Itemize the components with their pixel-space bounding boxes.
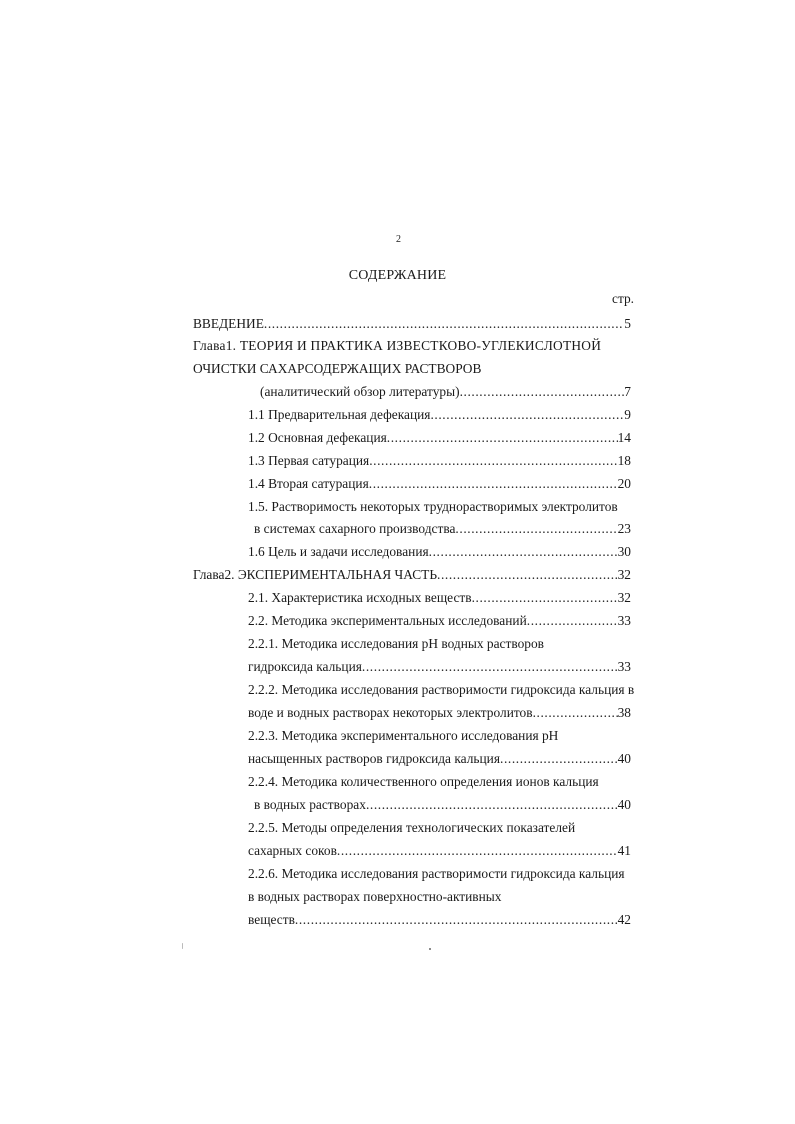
toc-entry-page: 40: [617, 797, 631, 812]
toc-entry-2-2-5-line1: 2.2.5. Методы определения технологических показателей: [248, 820, 576, 835]
toc-entry-1-5: [254, 522, 631, 535]
toc-entry-label: 1.4 Вторая сатурация: [248, 476, 369, 491]
toc-entry-page: 42: [617, 912, 631, 927]
toc-leader-dots: [437, 568, 618, 581]
toc-entry-2-2-5: [248, 844, 631, 857]
toc-entry-page: 5: [624, 316, 631, 331]
toc-entry-page: 23: [617, 521, 631, 536]
page-title: СОДЕРЖАНИЕ: [348, 268, 447, 283]
toc-entry-label: насыщенных растворов гидроксида кальция: [248, 751, 500, 766]
toc-entry-2-2-4-line1: 2.2.4. Методика количественного определения ионов кальция: [248, 774, 599, 789]
toc-entry-1-5-line1: 1.5. Растворимость некоторых труднорастворимых электролитов: [248, 499, 618, 514]
toc-entry-2-2-3-line1: 2.2.3. Методика экспериментального исследования pH: [248, 728, 559, 743]
toc-entry-2-2: [248, 614, 631, 627]
toc-entry-intro: [193, 317, 631, 330]
toc-entry-2-2-6-line1: 2.2.6. Методика исследования растворимости гидроксида кальция: [248, 866, 625, 881]
toc-leader-dots: [527, 614, 618, 627]
page-number: 2: [396, 234, 401, 245]
toc-entry-label: 1.6 Цель и задачи исследования: [248, 544, 429, 559]
toc-entry-1-6: [248, 545, 631, 558]
toc-entry-2-2-4: [254, 798, 631, 811]
toc-entry-label: Глава2. ЭКСПЕРИМЕНТАЛЬНАЯ ЧАСТЬ: [193, 567, 438, 582]
toc-entry-chapter2: [193, 568, 631, 581]
toc-leader-dots: [337, 844, 618, 857]
toc-entry-label: в водных растворах: [254, 797, 366, 812]
toc-entry-page: 18: [617, 453, 631, 468]
toc-entry-2-2-2-line1: 2.2.2. Методика исследования растворимости гидроксида кальция в: [248, 682, 635, 697]
toc-entry-label: веществ: [248, 912, 295, 927]
toc-leader-dots: [362, 660, 618, 673]
toc-chapter1-title-line2: ОЧИСТКИ САХАРСОДЕРЖАЩИХ РАСТВОРОВ: [193, 361, 482, 376]
toc-entry-page: 32: [617, 567, 631, 582]
toc-entry-2-2-1-line1: 2.2.1. Методика исследования pH водных растворов: [248, 636, 544, 651]
toc-entry-label: 2.2. Методика экспериментальных исследований: [248, 613, 527, 628]
toc-entry-page: 30: [617, 544, 631, 559]
toc-entry-1-2: [248, 431, 631, 444]
toc-entry-label: в системах сахарного производства: [254, 521, 456, 536]
toc-entry-2-2-6-line2: в водных растворах поверхностно-активных: [248, 889, 502, 904]
toc-entry-2-2-6: [248, 913, 631, 926]
toc-leader-dots: [533, 706, 618, 719]
toc-leader-dots: [429, 545, 618, 558]
toc-entry-label: 1.1 Предварительная дефекация: [248, 407, 431, 422]
toc-leader-dots: [369, 477, 618, 490]
toc-entry-2-2-3: [248, 752, 631, 765]
toc-leader-dots: [264, 317, 624, 330]
toc-entry-1-3: [248, 454, 631, 467]
toc-entry-page: 14: [617, 430, 631, 445]
toc-entry-1-1: [248, 408, 631, 421]
toc-entry-page: 33: [617, 659, 631, 674]
toc-leader-dots: [472, 591, 618, 604]
toc-entry-page: 20: [617, 476, 631, 491]
toc-entry-label: 1.3 Первая сатурация: [248, 453, 370, 468]
toc-entry-2-1: [248, 591, 631, 604]
toc-entry-1-4: [248, 477, 631, 490]
toc-leader-dots: [387, 431, 618, 444]
page-column-label: стр.: [612, 291, 635, 306]
scan-speck: [429, 948, 431, 950]
toc-leader-dots: [455, 522, 617, 535]
toc-entry-label: 2.1. Характеристика исходных веществ: [248, 590, 472, 605]
toc-entry-page: 38: [617, 705, 631, 720]
toc-chapter1-title-line1: Глава1. ТЕОРИЯ И ПРАКТИКА ИЗВЕСТКОВО-УГЛЕКИСЛОТНОЙ: [193, 338, 602, 353]
toc-entry-label: (аналитический обзор литературы): [260, 384, 460, 399]
toc-leader-dots: [460, 385, 625, 398]
toc-entry-page: 9: [624, 407, 631, 422]
toc-entry-2-2-2: [248, 706, 631, 719]
toc-entry-page: 33: [617, 613, 631, 628]
toc-entry-page: 7: [624, 384, 631, 399]
toc-entry-label: сахарных соков: [248, 843, 337, 858]
toc-entry-label: воде и водных растворах некоторых электролитов: [248, 705, 533, 720]
toc-leader-dots: [369, 454, 617, 467]
toc-entry-label: ВВЕДЕНИЕ: [193, 316, 264, 331]
toc-entry-page: 41: [617, 843, 631, 858]
toc-entry-2-2-1: [248, 660, 631, 673]
toc-leader-dots: [500, 752, 618, 765]
scan-speck: [182, 943, 183, 949]
toc-entry-page: 32: [617, 590, 631, 605]
toc-entry-chapter1-review: [260, 385, 631, 398]
toc-entry-page: 40: [617, 751, 631, 766]
toc-entry-label: гидроксида кальция: [248, 659, 362, 674]
toc-leader-dots: [366, 798, 618, 811]
toc-leader-dots: [295, 913, 618, 926]
toc-leader-dots: [430, 408, 624, 421]
toc-entry-label: 1.2 Основная дефекация: [248, 430, 387, 445]
